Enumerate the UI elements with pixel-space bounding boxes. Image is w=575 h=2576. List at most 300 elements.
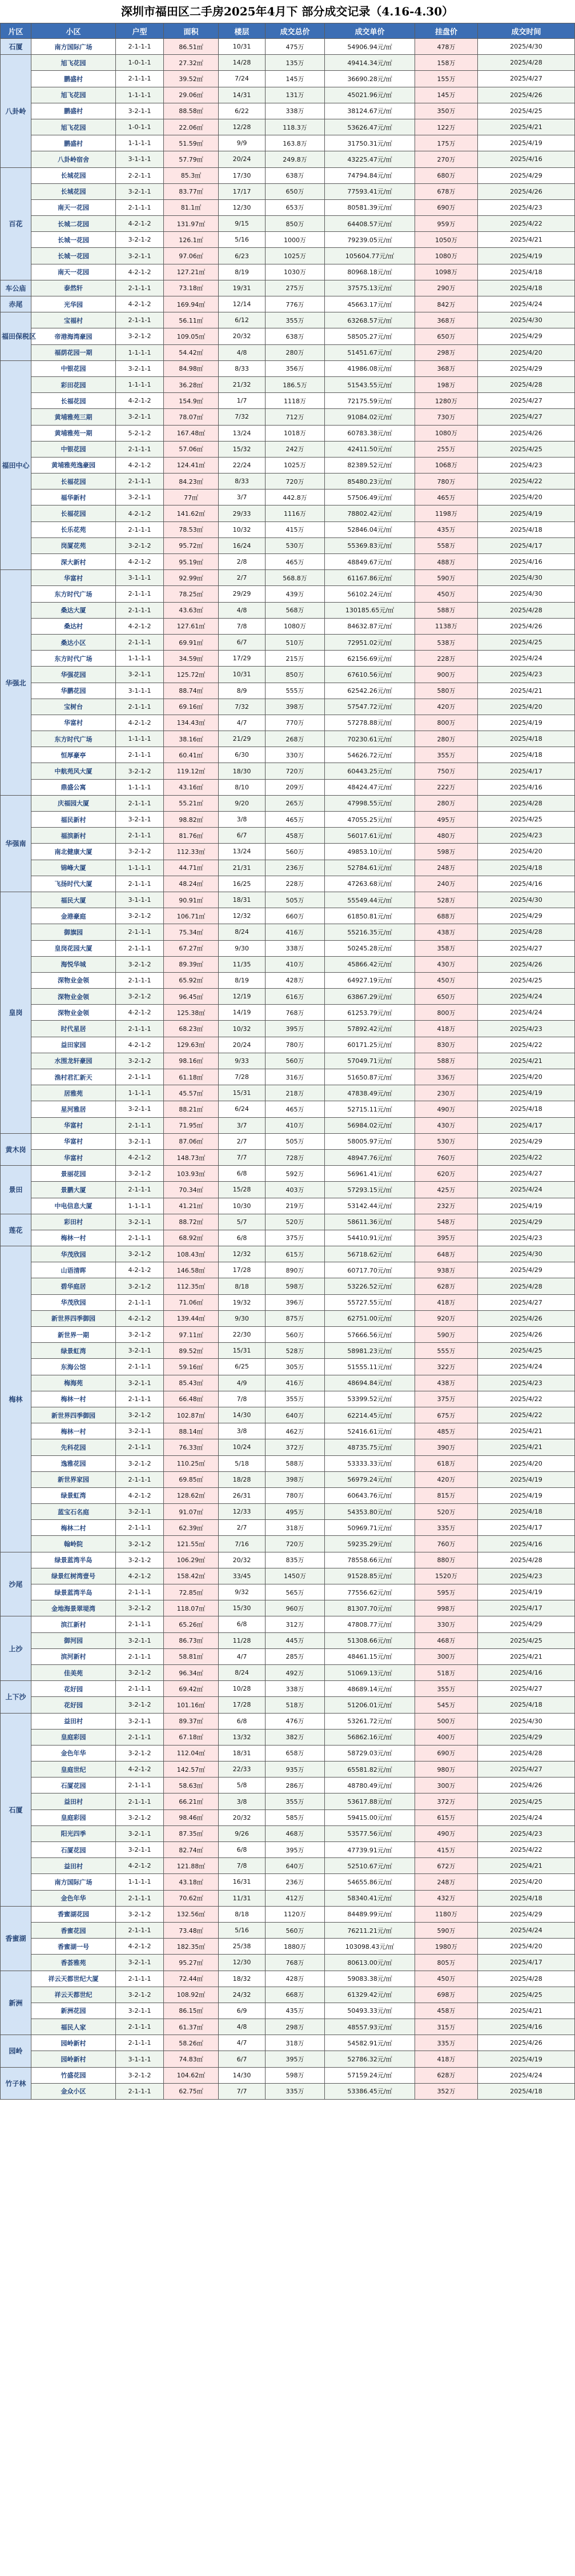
asking-price-cell: 230万 <box>415 1085 478 1101</box>
asking-price-cell: 588万 <box>415 1053 478 1069</box>
total-price-cell: 568万 <box>266 602 325 618</box>
area-cell: 108.43㎡ <box>164 1246 219 1262</box>
estate-name: 梅林二村 <box>31 1520 116 1536</box>
table-row <box>1 183 575 199</box>
total-price-cell: 560万 <box>266 1053 325 1069</box>
floor-cell: 21/31 <box>219 860 266 876</box>
area-cell: 95.19㎡ <box>164 554 219 570</box>
deal-date-cell: 2025/4/27 <box>478 1294 575 1310</box>
floor-cell: 18/31 <box>219 892 266 908</box>
floor-cell: 8/33 <box>219 360 266 376</box>
table-row <box>1 1729 575 1745</box>
table-row <box>1 1455 575 1471</box>
table-row <box>1 264 575 280</box>
estate-name: 长福花园 <box>31 393 116 409</box>
unit-price-cell: 52786.32元/㎡ <box>325 2051 415 2067</box>
layout-cell: 3-2-1-1 <box>116 1343 164 1359</box>
table-row <box>1 860 575 876</box>
estate-name: 金地海景翠堤湾 <box>31 1600 116 1616</box>
asking-price-cell: 620万 <box>415 1166 478 1182</box>
layout-cell: 3-2-1-2 <box>116 1745 164 1761</box>
area-cell: 91.07㎡ <box>164 1504 219 1520</box>
deal-date-cell: 2025/4/16 <box>478 779 575 795</box>
area-cell: 98.16㎡ <box>164 1053 219 1069</box>
asking-price-cell: 518万 <box>415 1664 478 1680</box>
floor-cell: 12/32 <box>219 908 266 924</box>
floor-cell: 14/30 <box>219 1407 266 1423</box>
area-cell: 62.39㎡ <box>164 1520 219 1536</box>
table-row <box>1 1149 575 1165</box>
asking-price-cell: 322万 <box>415 1359 478 1375</box>
area-cell: 95.72㎡ <box>164 537 219 553</box>
total-price-cell: 458万 <box>266 828 325 844</box>
floor-cell: 7/8 <box>219 1391 266 1407</box>
total-price-cell: 728万 <box>266 1149 325 1165</box>
district-cell: 福田中心 <box>1 360 31 569</box>
deal-date-cell: 2025/4/26 <box>478 425 575 441</box>
unit-price-cell: 50969.71元/㎡ <box>325 1520 415 1536</box>
estate-name: 深大新村 <box>31 554 116 570</box>
area-cell: 86.73㎡ <box>164 1632 219 1648</box>
area-cell: 104.62㎡ <box>164 2067 219 2083</box>
unit-price-cell: 45021.96元/㎡ <box>325 87 415 103</box>
estate-name: 梅林一村 <box>31 1230 116 1246</box>
floor-cell: 13/24 <box>219 425 266 441</box>
asking-price-cell: 618万 <box>415 1455 478 1471</box>
total-price-cell: 335万 <box>266 2083 325 2099</box>
deal-date-cell: 2025/4/19 <box>478 1584 575 1600</box>
deal-date-cell: 2025/4/19 <box>478 1471 575 1487</box>
deal-date-cell: 2025/4/26 <box>478 1327 575 1343</box>
unit-price-cell: 78558.66元/㎡ <box>325 1552 415 1568</box>
floor-cell: 10/32 <box>219 521 266 537</box>
unit-price-cell: 62214.45元/㎡ <box>325 1407 415 1423</box>
total-price-cell: 416万 <box>266 924 325 940</box>
table-row <box>1 489 575 505</box>
unit-price-cell: 85480.23元/㎡ <box>325 474 415 489</box>
estate-name: 御河园 <box>31 1632 116 1648</box>
layout-cell: 2-1-1-1 <box>116 940 164 956</box>
area-cell: 106.29㎡ <box>164 1552 219 1568</box>
estate-name: 绿景蓝湾半岛 <box>31 1552 116 1568</box>
total-price-cell: 412万 <box>266 1890 325 1906</box>
deal-date-cell: 2025/4/28 <box>478 1552 575 1568</box>
estate-name: 海悦华城 <box>31 956 116 972</box>
unit-price-cell: 63268.57元/㎡ <box>325 312 415 328</box>
asking-price-cell: 1050万 <box>415 232 478 248</box>
deal-date-cell: 2025/4/26 <box>478 1310 575 1326</box>
estate-name: 光华园 <box>31 296 116 312</box>
estate-name: 福滨新村 <box>31 828 116 844</box>
asking-price-cell: 415万 <box>415 1842 478 1858</box>
table-row <box>1 972 575 988</box>
total-price-cell: 219万 <box>266 1198 325 1214</box>
floor-cell: 15/30 <box>219 1600 266 1616</box>
district-cell: 园岭 <box>1 2035 31 2067</box>
floor-cell: 6/22 <box>219 103 266 119</box>
total-price-cell: 585万 <box>266 1809 325 1825</box>
table-row <box>1 1117 575 1133</box>
asking-price-cell: 375万 <box>415 1391 478 1407</box>
total-price-cell: 592万 <box>266 1166 325 1182</box>
layout-cell: 4-2-1-2 <box>116 457 164 473</box>
deal-date-cell: 2025/4/27 <box>478 393 575 409</box>
area-cell: 69.91㎡ <box>164 634 219 650</box>
deal-date-cell: 2025/4/19 <box>478 715 575 731</box>
table-row <box>1 537 575 553</box>
deal-date-cell: 2025/4/29 <box>478 1262 575 1278</box>
asking-price-cell: 280万 <box>415 795 478 811</box>
area-cell: 97.06㎡ <box>164 248 219 264</box>
layout-cell: 2-1-1-1 <box>116 521 164 537</box>
floor-cell: 10/31 <box>219 667 266 683</box>
unit-price-cell: 60643.76元/㎡ <box>325 1487 415 1503</box>
floor-cell: 8/19 <box>219 972 266 988</box>
asking-price-cell: 450万 <box>415 1971 478 1987</box>
deal-date-cell: 2025/4/29 <box>478 328 575 344</box>
area-cell: 67.27㎡ <box>164 940 219 956</box>
table-row <box>1 1648 575 1664</box>
estate-name: 中银花园 <box>31 441 116 457</box>
deal-date-cell: 2025/4/19 <box>478 135 575 151</box>
asking-price-cell: 980万 <box>415 1762 478 1777</box>
unit-price-cell: 72951.02元/㎡ <box>325 634 415 650</box>
layout-cell: 4-2-1-2 <box>116 1487 164 1503</box>
unit-price-cell: 64408.57元/㎡ <box>325 216 415 232</box>
area-cell: 74.83㎡ <box>164 2051 219 2067</box>
unit-price-cell: 48947.76元/㎡ <box>325 1149 415 1165</box>
unit-price-cell: 49414.34元/㎡ <box>325 55 415 71</box>
asking-price-cell: 330万 <box>415 1616 478 1632</box>
asking-price-cell: 432万 <box>415 1890 478 1906</box>
table-row <box>1 1874 575 1890</box>
table-row <box>1 409 575 425</box>
deal-date-cell: 2025/4/24 <box>478 1359 575 1375</box>
unit-price-cell: 56102.24元/㎡ <box>325 586 415 602</box>
asking-price-cell: 688万 <box>415 908 478 924</box>
table-row <box>1 1777 575 1793</box>
asking-price-cell: 805万 <box>415 1955 478 1971</box>
table-row <box>1 683 575 699</box>
layout-cell: 2-1-1-1 <box>116 1069 164 1085</box>
deal-date-cell: 2025/4/24 <box>478 296 575 312</box>
deal-date-cell: 2025/4/18 <box>478 1101 575 1117</box>
asking-price-cell: 920万 <box>415 1310 478 1326</box>
total-price-cell: 568.8万 <box>266 570 325 586</box>
unit-price-cell: 54906.94元/㎡ <box>325 39 415 55</box>
floor-cell: 8/33 <box>219 474 266 489</box>
layout-cell: 2-1-1-1 <box>116 1971 164 1987</box>
floor-cell: 7/7 <box>219 2083 266 2099</box>
estate-name: 园岭新村 <box>31 2035 116 2051</box>
layout-cell: 4-2-1-2 <box>116 618 164 634</box>
floor-cell: 20/24 <box>219 151 266 167</box>
deal-date-cell: 2025/4/23 <box>478 1825 575 1841</box>
total-price-cell: 560万 <box>266 844 325 860</box>
deal-date-cell: 2025/4/30 <box>478 39 575 55</box>
unit-price-cell: 52510.67元/㎡ <box>325 1858 415 1874</box>
deal-date-cell: 2025/4/23 <box>478 1375 575 1391</box>
deal-date-cell: 2025/4/21 <box>478 683 575 699</box>
layout-cell: 3-2-1-2 <box>116 232 164 248</box>
floor-cell: 9/9 <box>219 135 266 151</box>
floor-cell: 4/7 <box>219 715 266 731</box>
estate-name: 祥云天都世纪 <box>31 1987 116 2003</box>
deal-date-cell: 2025/4/25 <box>478 1793 575 1809</box>
layout-cell: 3-2-1-1 <box>116 1955 164 1971</box>
area-cell: 38.16㎡ <box>164 731 219 747</box>
table-row <box>1 1762 575 1777</box>
table-row <box>1 1584 575 1600</box>
column-header-total-price: 成交总价 <box>266 23 325 39</box>
area-cell: 77㎡ <box>164 489 219 505</box>
layout-cell: 2-1-1-1 <box>116 1359 164 1375</box>
table-row <box>1 441 575 457</box>
estate-name: 中航苑风大厦 <box>31 763 116 779</box>
unit-price-cell: 130185.65元/㎡ <box>325 602 415 618</box>
total-price-cell: 850万 <box>266 667 325 683</box>
estate-name: 黄埔雅苑逸豪园 <box>31 457 116 473</box>
floor-cell: 12/30 <box>219 1955 266 1971</box>
layout-cell: 4-2-1-2 <box>116 1262 164 1278</box>
total-price-cell: 640万 <box>266 1858 325 1874</box>
asking-price-cell: 680万 <box>415 167 478 183</box>
total-price-cell: 312万 <box>266 1616 325 1632</box>
total-price-cell: 1450万 <box>266 1568 325 1584</box>
unit-price-cell: 53626.47元/㎡ <box>325 119 415 135</box>
estate-name: 绿景虹湾 <box>31 1343 116 1359</box>
table-row <box>1 505 575 521</box>
layout-cell: 2-1-1-1 <box>116 1439 164 1455</box>
floor-cell: 6/8 <box>219 1842 266 1858</box>
area-cell: 29.06㎡ <box>164 87 219 103</box>
total-price-cell: 163.8万 <box>266 135 325 151</box>
deal-date-cell: 2025/4/27 <box>478 1681 575 1697</box>
area-cell: 126.1㎡ <box>164 232 219 248</box>
floor-cell: 4/9 <box>219 1375 266 1391</box>
estate-name: 宝福村 <box>31 312 116 328</box>
estate-name: 新洲花园 <box>31 2003 116 2019</box>
unit-price-cell: 59083.38元/㎡ <box>325 1971 415 1987</box>
floor-cell: 15/28 <box>219 1182 266 1198</box>
total-price-cell: 465万 <box>266 1101 325 1117</box>
total-price-cell: 658万 <box>266 1745 325 1761</box>
estate-name: 南北健康大厦 <box>31 844 116 860</box>
deal-date-cell: 2025/4/24 <box>478 1809 575 1825</box>
column-header-area: 面积 <box>164 23 219 39</box>
layout-cell: 2-1-1-1 <box>116 1230 164 1246</box>
unit-price-cell: 55727.55元/㎡ <box>325 1294 415 1310</box>
unit-price-cell: 59415.00元/㎡ <box>325 1809 415 1825</box>
table-row <box>1 1343 575 1359</box>
total-price-cell: 355万 <box>266 1793 325 1809</box>
asking-price-cell: 698万 <box>415 1987 478 2003</box>
estate-name: 华鹏花园 <box>31 683 116 699</box>
floor-cell: 9/32 <box>219 1584 266 1600</box>
asking-price-cell: 480万 <box>415 828 478 844</box>
asking-price-cell: 678万 <box>415 183 478 199</box>
asking-price-cell: 352万 <box>415 2083 478 2099</box>
column-header-district: 片区 <box>1 23 31 39</box>
unit-price-cell: 54353.80元/㎡ <box>325 1504 415 1520</box>
unit-price-cell: 53333.33元/㎡ <box>325 1455 415 1471</box>
area-cell: 128.62㎡ <box>164 1487 219 1503</box>
total-price-cell: 850万 <box>266 216 325 232</box>
area-cell: 62.75㎡ <box>164 2083 219 2099</box>
area-cell: 48.24㎡ <box>164 876 219 892</box>
floor-cell: 11/28 <box>219 1632 266 1648</box>
total-price-cell: 236万 <box>266 1874 325 1890</box>
unit-price-cell: 80613.00元/㎡ <box>325 1955 415 1971</box>
estate-name: 滨江新村 <box>31 1616 116 1632</box>
asking-price-cell: 1080万 <box>415 425 478 441</box>
layout-cell: 2-1-1-1 <box>116 1777 164 1793</box>
column-header-deal-date: 成交时间 <box>478 23 575 39</box>
unit-price-cell: 57278.88元/㎡ <box>325 715 415 731</box>
floor-cell: 6/12 <box>219 312 266 328</box>
estate-name: 鹏盛村 <box>31 103 116 119</box>
floor-cell: 12/28 <box>219 119 266 135</box>
estate-name: 居雅苑 <box>31 1085 116 1101</box>
estate-name: 佳美苑 <box>31 1664 116 1680</box>
unit-price-cell: 58981.23元/㎡ <box>325 1343 415 1359</box>
total-price-cell: 518万 <box>266 1697 325 1713</box>
asking-price-cell: 1068万 <box>415 457 478 473</box>
floor-cell: 2/7 <box>219 1520 266 1536</box>
estate-name: 旭飞花园 <box>31 119 116 135</box>
layout-cell: 2-1-1-1 <box>116 39 164 55</box>
total-price-cell: 668万 <box>266 1987 325 2003</box>
layout-cell: 1-1-1-1 <box>116 1085 164 1101</box>
total-price-cell: 520万 <box>266 1214 325 1230</box>
floor-cell: 8/18 <box>219 1278 266 1294</box>
layout-cell: 1-1-1-1 <box>116 135 164 151</box>
asking-price-cell: 425万 <box>415 1182 478 1198</box>
total-price-cell: 560万 <box>266 1327 325 1343</box>
unit-price-cell: 60717.70元/㎡ <box>325 1262 415 1278</box>
floor-cell: 22/24 <box>219 457 266 473</box>
table-row <box>1 1842 575 1858</box>
total-price-cell: 395万 <box>266 1021 325 1037</box>
layout-cell: 3-1-1-1 <box>116 570 164 586</box>
layout-cell: 2-1-1-1 <box>116 2083 164 2099</box>
asking-price-cell: 280万 <box>415 731 478 747</box>
table-row <box>1 1133 575 1149</box>
layout-cell: 3-2-1-1 <box>116 1101 164 1117</box>
layout-cell: 4-2-1-2 <box>116 505 164 521</box>
unit-price-cell: 47838.49元/㎡ <box>325 1085 415 1101</box>
area-cell: 54.42㎡ <box>164 344 219 360</box>
total-price-cell: 305万 <box>266 1359 325 1375</box>
deal-date-cell: 2025/4/16 <box>478 876 575 892</box>
table-row <box>1 940 575 956</box>
total-price-cell: 398万 <box>266 699 325 715</box>
total-price-cell: 265万 <box>266 795 325 811</box>
deal-date-cell: 2025/4/25 <box>478 1987 575 2003</box>
deal-date-cell: 2025/4/23 <box>478 199 575 215</box>
floor-cell: 6/8 <box>219 1230 266 1246</box>
deal-date-cell: 2025/4/16 <box>478 554 575 570</box>
unit-price-cell: 64927.19元/㎡ <box>325 972 415 988</box>
asking-price-cell: 300万 <box>415 1648 478 1664</box>
total-price-cell: 236万 <box>266 860 325 876</box>
district-cell: 石厦 <box>1 1713 31 1906</box>
layout-cell: 2-1-1-1 <box>116 474 164 489</box>
layout-cell: 2-1-1-1 <box>116 699 164 715</box>
estate-name: 福荫花园一期 <box>31 344 116 360</box>
asking-price-cell: 800万 <box>415 1005 478 1021</box>
table-row <box>1 731 575 747</box>
layout-cell: 2-1-1-1 <box>116 747 164 763</box>
layout-cell: 3-2-1-2 <box>116 763 164 779</box>
layout-cell: 2-1-1-1 <box>116 280 164 296</box>
total-price-cell: 475万 <box>266 39 325 55</box>
deal-date-cell: 2025/4/26 <box>478 87 575 103</box>
table-row <box>1 1021 575 1037</box>
deal-date-cell: 2025/4/18 <box>478 1697 575 1713</box>
total-price-cell: 835万 <box>266 1552 325 1568</box>
unit-price-cell: 53617.88元/㎡ <box>325 1793 415 1809</box>
floor-cell: 5/16 <box>219 1922 266 1938</box>
area-cell: 45.57㎡ <box>164 1085 219 1101</box>
floor-cell: 5/16 <box>219 232 266 248</box>
estate-name: 石厦花园 <box>31 1842 116 1858</box>
floor-cell: 18/28 <box>219 1471 266 1487</box>
layout-cell: 3-2-1-1 <box>116 1632 164 1648</box>
area-cell: 22.06㎡ <box>164 119 219 135</box>
floor-cell: 19/32 <box>219 1294 266 1310</box>
table-row <box>1 1793 575 1809</box>
estate-name: 益田家园 <box>31 1037 116 1053</box>
asking-price-cell: 938万 <box>415 1262 478 1278</box>
table-row <box>1 1745 575 1761</box>
table-row <box>1 71 575 87</box>
asking-price-cell: 880万 <box>415 1552 478 1568</box>
district-cell: 沙尾 <box>1 1552 31 1616</box>
estate-name: 碧华庭居 <box>31 1278 116 1294</box>
estate-name: 花好园 <box>31 1697 116 1713</box>
layout-cell: 2-1-1-1 <box>116 586 164 602</box>
estate-name: 香蜜湖花园 <box>31 1906 116 1922</box>
layout-cell: 4-2-1-2 <box>116 216 164 232</box>
total-price-cell: 410万 <box>266 1117 325 1133</box>
floor-cell: 18/32 <box>219 1971 266 1987</box>
deal-date-cell: 2025/4/16 <box>478 2019 575 2035</box>
table-row <box>1 908 575 924</box>
floor-cell: 33/45 <box>219 1568 266 1584</box>
asking-price-cell: 672万 <box>415 1858 478 1874</box>
district-cell: 上沙 <box>1 1616 31 1681</box>
deal-date-cell: 2025/4/18 <box>478 1890 575 1906</box>
total-price-cell: 228万 <box>266 876 325 892</box>
area-cell: 65.92㎡ <box>164 972 219 988</box>
deal-date-cell: 2025/4/30 <box>478 1246 575 1262</box>
floor-cell: 14/28 <box>219 55 266 71</box>
unit-price-cell: 62156.69元/㎡ <box>325 651 415 667</box>
estate-name: 石厦花园 <box>31 1777 116 1793</box>
table-row <box>1 521 575 537</box>
layout-cell: 3-2-1-2 <box>116 1697 164 1713</box>
unit-price-cell: 61850.81元/㎡ <box>325 908 415 924</box>
area-cell: 81.76㎡ <box>164 828 219 844</box>
area-cell: 69.42㎡ <box>164 1681 219 1697</box>
total-price-cell: 338万 <box>266 940 325 956</box>
deal-date-cell: 2025/4/28 <box>478 795 575 811</box>
deal-date-cell: 2025/4/29 <box>478 1214 575 1230</box>
deal-date-cell: 2025/4/19 <box>478 1198 575 1214</box>
floor-cell: 1/7 <box>219 393 266 409</box>
total-price-cell: 935万 <box>266 1762 325 1777</box>
